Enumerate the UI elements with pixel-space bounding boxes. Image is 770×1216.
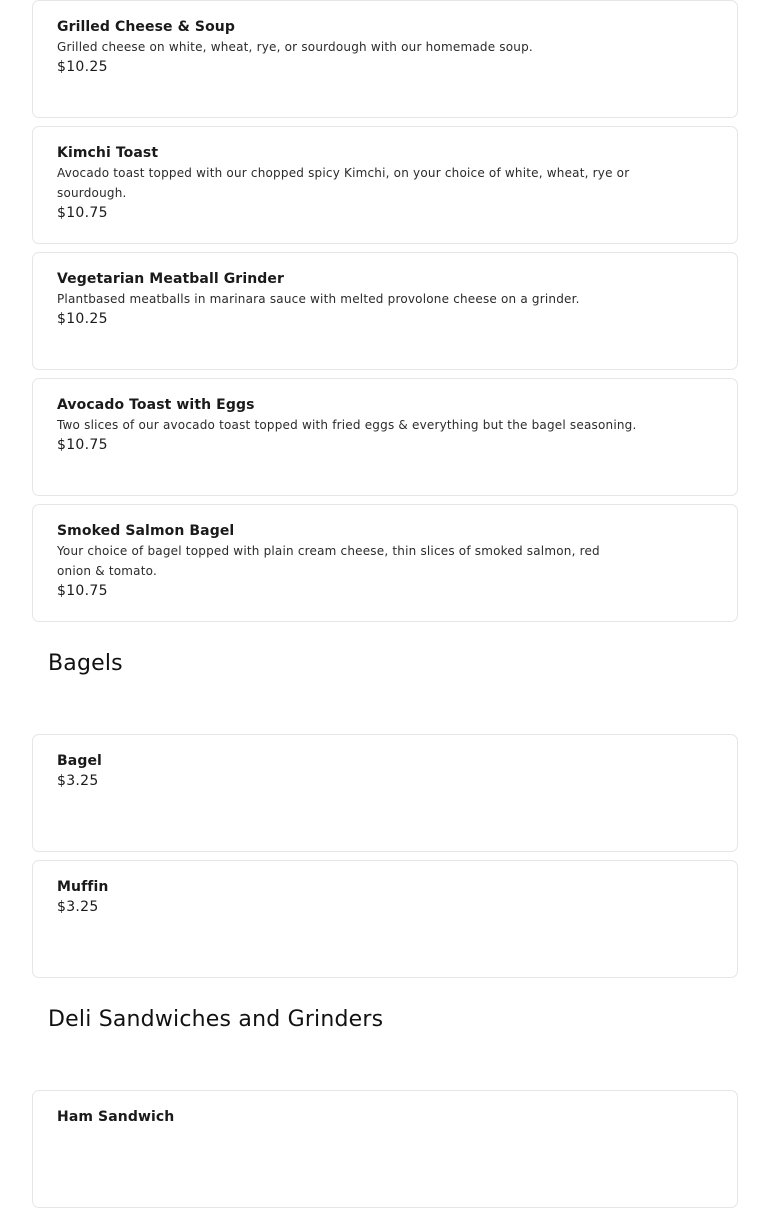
menu-item-description: Two slices of our avocado toast topped with fried eggs & everything but the bagel seasoning. xyxy=(57,418,637,432)
menu-item-description: Plantbased meatballs in marinara sauce with melted provolone cheese on a grinder. xyxy=(57,292,580,306)
menu-item-card[interactable] xyxy=(32,378,738,496)
menu-item-card[interactable] xyxy=(32,504,738,622)
menu-item-price: $10.75 xyxy=(57,205,108,221)
menu-item-description: Your choice of bagel topped with plain cream cheese, thin slices of smoked salmon, red onion & tomato. xyxy=(57,544,600,578)
menu-item-title: Grilled Cheese & Soup xyxy=(57,19,235,35)
menu-item-card[interactable] xyxy=(32,1090,738,1208)
menu-item-title: Ham Sandwich xyxy=(57,1109,175,1125)
menu-item-title: Avocado Toast with Eggs xyxy=(57,397,255,413)
menu-item-price: $10.75 xyxy=(57,437,108,453)
section-heading-deli: Deli Sandwiches and Grinders xyxy=(48,1007,384,1032)
menu-item-description: Avocado toast topped with our chopped spicy Kimchi, on your choice of white, wheat, rye or sourdough. xyxy=(57,166,630,200)
menu-item-description: Grilled cheese on white, wheat, rye, or sourdough with our homemade soup. xyxy=(57,40,533,54)
menu-item-card[interactable] xyxy=(32,126,738,244)
section-heading-bagels: Bagels xyxy=(48,651,123,676)
menu-item-price: $10.25 xyxy=(57,311,108,327)
menu-item-title: Smoked Salmon Bagel xyxy=(57,523,235,539)
menu-item-price: $3.25 xyxy=(57,899,99,915)
menu-item-title: Vegetarian Meatball Grinder xyxy=(57,271,285,287)
menu-item-card[interactable] xyxy=(32,0,738,118)
menu-item-title: Muffin xyxy=(57,879,109,895)
menu-item-title: Bagel xyxy=(57,753,102,769)
menu-item-card[interactable] xyxy=(32,860,738,978)
menu-item-card[interactable] xyxy=(32,734,738,852)
menu-item-price: $10.25 xyxy=(57,59,108,75)
menu-item-price: $3.25 xyxy=(57,773,99,789)
menu-item-title: Kimchi Toast xyxy=(57,145,159,161)
menu-item-price: $10.75 xyxy=(57,583,108,599)
menu-item-card[interactable] xyxy=(32,252,738,370)
